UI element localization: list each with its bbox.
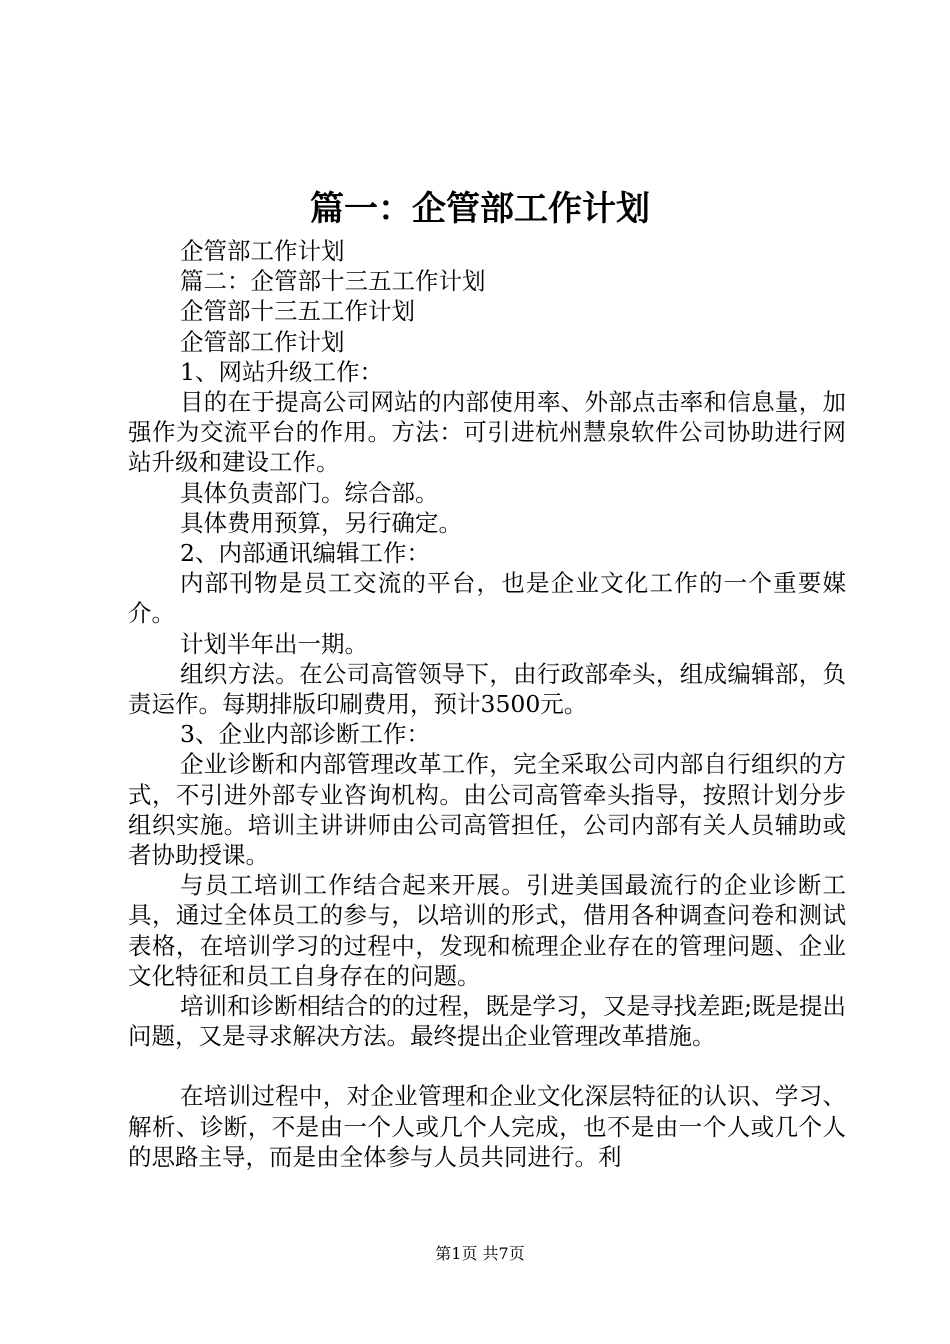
section-heading-2: 2、内部通讯编辑工作：	[180, 539, 430, 568]
paragraph-15: 与员工培训工作结合起来开展。引进美国最流行的企业诊断工具，通过全体员工的参与，以培训的形式，借用各种调查问卷和测试表格，在培训学习的过程中，发现和梳理企业存在的管理问题、企业文化特征和员工自身存在的问题。	[128, 871, 846, 990]
paragraph-8: 具体费用预算，另行确定。	[180, 508, 462, 537]
paragraph-10: 内部刊物是员工交流的平台，也是企业文化工作的一个重要媒介。	[128, 569, 846, 628]
paragraph-1: 企管部工作计划	[180, 237, 345, 265]
paragraph-17: 在培训过程中，对企业管理和企业文化深层特征的认识、学习、解析、诊断，不是由一个人或几个人完成，也不是由一个人或几个人的思路主导，而是由全体参与人员共同进行。利	[128, 1082, 846, 1171]
paragraph-14: 企业诊断和内部管理改革工作，完全采取公司内部自行组织的方式，不引进外部专业咨询机构。由公司高管牵头指导，按照计划分步组织实施。培训主讲讲师由公司高管担任，公司内部有关人员辅助或者协助授课。	[128, 750, 846, 870]
paragraph-2: 篇二：企管部十三五工作计划	[180, 267, 486, 296]
paragraph-gap	[128, 1051, 846, 1081]
paragraph-11: 计划半年出一期。	[180, 629, 368, 658]
paragraph-3: 企管部十三五工作计划	[180, 297, 415, 326]
paragraph-4: 企管部工作计划	[180, 327, 345, 356]
page-number-footer: 第1页 共7页	[435, 1244, 525, 1263]
paragraph-7: 具体负责部门。综合部。	[180, 478, 439, 507]
document-body	[128, 236, 846, 1172]
document-title: 篇一：企管部工作计划	[310, 189, 650, 229]
paragraph-16: 培训和诊断相结合的的过程，既是学习，又是寻找差距;既是提出问题，又是寻求解决方法。最终提出企业管理改革措施。	[128, 992, 846, 1051]
paragraph-12: 组织方法。在公司高管领导下，由行政部牵头，组成编辑部，负责运作。每期排版印刷费用，预计3500元。	[128, 659, 846, 719]
paragraph-6: 目的在于提高公司网站的内部使用率、外部点击率和信息量，加强作为交流平台的作用。方法：可引进杭州慧泉软件公司协助进行网站升级和建设工作。	[128, 388, 846, 477]
section-heading-3: 3、企业内部诊断工作：	[180, 720, 430, 749]
section-heading-1: 1、网站升级工作：	[180, 357, 383, 386]
